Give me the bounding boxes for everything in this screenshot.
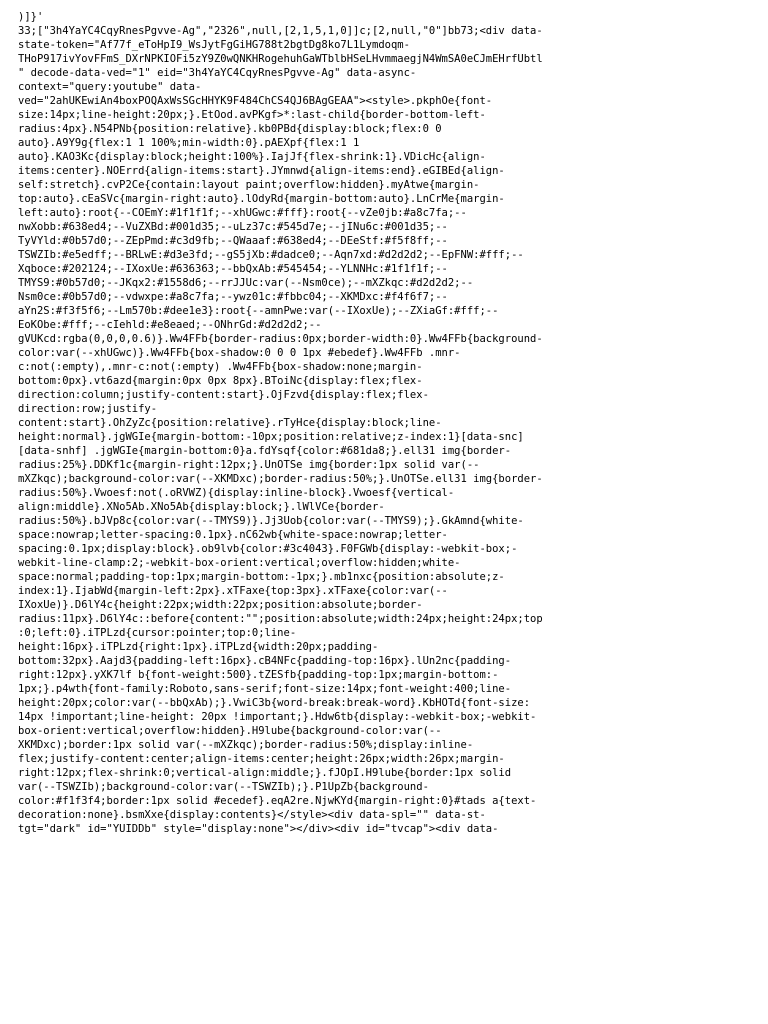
text-line: bottom:0px}.vt6azd{margin:0px 0px 8px}.BToiNc{display:flex;flex- — [18, 375, 423, 387]
text-line: IXoxUe)}.D6lY4c{height:22px;width:22px;position:absolute;border- — [18, 599, 423, 611]
text-line: radius:25%}.DDKf1c{margin-right:12px;}.UnOTSe img{border:1px solid var(-- — [18, 459, 480, 471]
text-line: direction:row;justify- — [18, 403, 158, 415]
text-line: right:12px;flex-shrink:0;vertical-align:middle;}.fJOpI.H9lube{border:1px solid — [18, 767, 512, 779]
text-line: tgt="dark" id="YUIDDb" style="display:none"></div><div id="tvcap"><div data- — [18, 823, 499, 835]
text-line: flex;justify-content:center;align-items:center;height:26px;width:26px;margin- — [18, 753, 505, 765]
text-line: webkit-line-clamp:2;-webkit-box-orient:vertical;overflow:hidden;white- — [18, 557, 461, 569]
text-line: 33;["3h4YaYC4CqyRnesPgvve-Ag","2326",null,[2,1,5,1,0]]c;[2,null,"0"]bb73;<div data- — [18, 25, 543, 37]
text-line: radius:50%}.bJVp8c{color:var(--TMYS9)}.Jj3Uob{color:var(--TMYS9);}.GkAmnd{white- — [18, 515, 524, 527]
text-line: gVUKcd:rgba(0,0,0,0.6)}.Ww4FFb{border-radius:0px;border-width:0}.Ww4FFb{background- — [18, 333, 543, 345]
text-line: space:normal;padding-top:1px;margin-bottom:-1px;}.mb1nxc{position:absolute;z- — [18, 571, 505, 583]
raw-text-document — [18, 10, 622, 835]
text-line: align:middle}.XNo5Ab.XNo5Ab{display:block;}.lWlVCe{border- — [18, 501, 385, 513]
text-line: right:12px}.yXK7lf b{font-weight:500}.tZESfb{padding-top:1px;margin-bottom:- — [18, 669, 499, 681]
text-line: mXZkqc);background-color:var(--XKMDxc);border-radius:50%;}.UnOTSe.ell31 img{border- — [18, 473, 543, 485]
text-line: radius:11px}.D6lY4c::before{content:"";position:absolute;width:24px;height:24px;top — [18, 613, 543, 625]
text-line: state-token="Af77f_eToHpI9_WsJytFgGiHG788t2bgtDg8ko7L1Lymdoqm- — [18, 39, 410, 51]
text-line: aYn2S:#f3f5f6;--Lm570b:#dee1e3}:root{--amnPwe:var(--IXoxUe);--ZXiaGf:#fff;-- — [18, 305, 499, 317]
text-line: radius:50%}.Vwoesf:not(.oRVWZ){display:inline-block}.Vwoesf{vertical- — [18, 487, 455, 499]
text-line: :0;left:0}.iTPLzd{cursor:pointer;top:0;line- — [18, 627, 297, 639]
text-line: TSWZIb:#e5edff;--BRLwE:#d3e3fd;--gS5jXb:#dadce0;--Aqn7xd:#d2d2d2;--EpFNW:#fff;-- — [18, 249, 524, 261]
text-line: space:nowrap;letter-spacing:0.1px}.nC62wb{white-space:nowrap;letter- — [18, 529, 448, 541]
text-line: nwXobb:#638ed4;--VuZXBd:#001d35;--uLz37c:#545d7e;--jINu6c:#001d35;-- — [18, 221, 448, 233]
text-line: auto}.KAO3Kc{display:block;height:100%}.IajJf{flex-shrink:1}.VDicHc{align- — [18, 151, 486, 163]
text-line: )]}' — [18, 11, 44, 23]
text-line: 14px !important;line-height: 20px !important;}.Hdw6tb{display:-webkit-box;-webkit- — [18, 711, 537, 723]
text-line: height:16px}.iTPLzd{right:1px}.iTPLzd{width:20px;padding- — [18, 641, 379, 653]
text-line: EoKObe:#fff;--cIehld:#e8eaed;--ONhrGd:#d2d2d2;-- — [18, 319, 322, 331]
text-line: index:1}.IjabWd{margin-left:2px}.xTFaxe{top:3px}.xTFaxe{color:var(-- — [18, 585, 448, 597]
text-line: color:#f1f3f4;border:1px solid #ecedef}.eqA2re.NjwKYd{margin-right:0}#tads a{text- — [18, 795, 537, 807]
text-line: radius:4px}.N54PNb{position:relative}.kb0PBd{display:block;flex:0 0 — [18, 123, 442, 135]
text-line: content:start}.OhZyZc{position:relative}.rTyHce{display:block;line- — [18, 417, 442, 429]
text-line: [data-snhf] .jgWGIe{margin-bottom:0}a.fdYsqf{color:#681da8;}.ell31 img{border- — [18, 445, 512, 457]
text-line: size:14px;line-height:20px;}.EtOod.avPKgf>*:last-child{border-bottom-left- — [18, 109, 486, 121]
text-line: left:auto}:root{--COEmY:#1f1f1f;--xhUGwc:#fff}:root{--vZe0jb:#a8c7fa;-- — [18, 207, 467, 219]
text-line: bottom:32px}.Aajd3{padding-left:16px}.cB4NFc{padding-top:16px}.lUn2nc{padding- — [18, 655, 512, 667]
text-line: Nsm0ce:#0b57d0;--vdwxpe:#a8c7fa;--ywz01c:#fbbc04;--XKMDxc:#f4f6f7;-- — [18, 291, 448, 303]
text-line: self:stretch}.cvP2Ce{contain:layout paint;overflow:hidden}.myAtwe{margin- — [18, 179, 480, 191]
text-line: 1px;}.p4wth{font-family:Roboto,sans-serif;font-size:14px;font-weight:400;line- — [18, 683, 512, 695]
text-line: box-orient:vertical;overflow:hidden}.H9lube{background-color:var(-- — [18, 725, 442, 737]
text-line: height:20px;color:var(--bbQxAb);}.VwiC3b{word-break:break-word}.KbHOTd{font-size: — [18, 697, 531, 709]
text-line: ved="2ahUKEwiAn4boxPOQAxWsSGcHHYK9F484ChCS4QJ6BAgGEAA"><style>.pkphOe{font- — [18, 95, 493, 107]
text-line: TyVYld:#0b57d0;--ZEpPmd:#c3d9fb;--QWaaaf:#638ed4;--DEeStf:#f5f8ff;-- — [18, 235, 448, 247]
text-line: TMYS9:#0b57d0;--JKqx2:#1558d6;--rrJJUc:var(--Nsm0ce);--mXZkqc:#d2d2d2;-- — [18, 277, 474, 289]
text-line: spacing:0.1px;display:block}.ob9lvb{color:#3c4043}.F0FGWb{display:-webkit-box;- — [18, 543, 518, 555]
text-line: var(--TSWZIb);background-color:var(--TSWZIb);}.P1UpZb{background- — [18, 781, 429, 793]
text-line: direction:column;justify-content:start}.OjFzvd{display:flex;flex- — [18, 389, 429, 401]
text-line: items:center}.NOErrd{align-items:start}.JYmnwd{align-items:end}.eGIBEd{align- — [18, 165, 505, 177]
text-line: XKMDxc);border:1px solid var(--mXZkqc);border-radius:50%;display:inline- — [18, 739, 474, 751]
text-line: Xqboce:#202124;--IXoxUe:#636363;--bbQxAb:#545454;--YLNNHc:#1f1f1f;-- — [18, 263, 448, 275]
text-line: top:auto}.cEaSVc{margin-right:auto}.lOdyRd{margin-bottom:auto}.LnCrMe{margin- — [18, 193, 505, 205]
text-line: " decode-data-ved="1" eid="3h4YaYC4CqyRnesPgvve-Ag" data-async- — [18, 67, 417, 79]
text-line: auto}.A9Y9g{flex:1 1 100%;min-width:0}.pAEXpf{flex:1 1 — [18, 137, 360, 149]
text-line: color:var(--xhUGwc)}.Ww4FFb{box-shadow:0 0 0 1px #ebedef}.Ww4FFb .mnr- — [18, 347, 461, 359]
text-line: context="query:youtube" data- — [18, 81, 202, 93]
text-line: decoration:none}.bsmXxe{display:contents}</style><div data-spl="" data-st- — [18, 809, 486, 821]
text-line: c:not(:empty),.mnr-c:not(:empty) .Ww4FFb{box-shadow:none;margin- — [18, 361, 423, 373]
text-line: THoP917ivYovFFmS_DXrNPKIOFi5zY9Z0wQNKHRogehuhGaWTblbHSeLHvmmaegjN4WmSA0eCJmEHrfUbtl — [18, 53, 543, 65]
text-line: height:normal}.jgWGIe{margin-bottom:-10px;position:relative;z-index:1}[data-snc] — [18, 431, 524, 443]
